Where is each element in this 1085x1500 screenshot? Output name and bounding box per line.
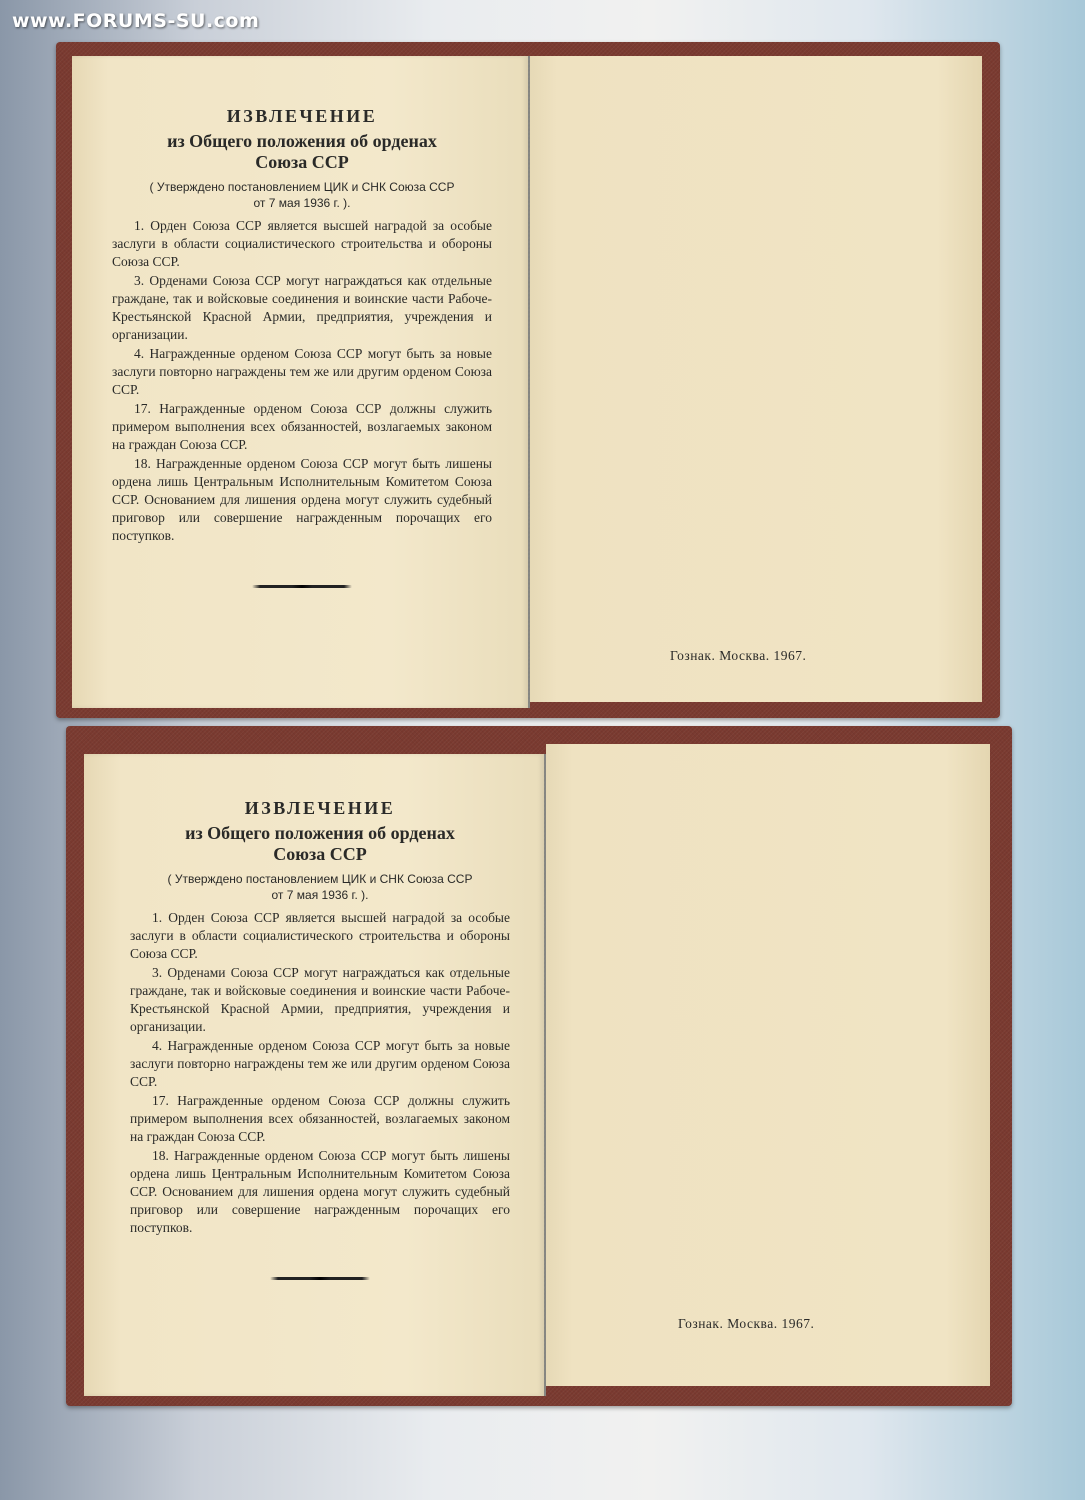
article-paragraph: 1. Орден Союза ССР является высшей наградой за особые заслуги в области социалистического строительства и обороны Союза ССР. xyxy=(130,910,510,961)
page-heading: ИЗВЛЕЧЕНИЕ xyxy=(226,106,378,126)
article-paragraph: 18. Награжденные орденом Союза ССР могут быть лишены ордена лишь Центральным Исполнительным Комитетом Союза ССР. Основанием для лишения ордена могут служить судебный приговор или совершение награжденным порочащих его поступков. xyxy=(112,456,492,543)
printer-imprint: Гознак. Москва. 1967. xyxy=(670,648,807,663)
subheading-line: Союза ССР xyxy=(255,152,349,172)
article-paragraph: 4. Награжденные орденом Союза ССР могут быть за новые заслуги повторно награждены тем же или другим орденом Союза ССР. xyxy=(112,346,492,397)
page-heading: ИЗВЛЕЧЕНИЕ xyxy=(244,798,396,818)
approval-line: от 7 мая 1936 г. ). xyxy=(253,196,351,210)
page-subheading xyxy=(112,131,492,173)
article-paragraph: 18. Награжденные орденом Союза ССР могут быть лишены ордена лишь Центральным Исполнительным Комитетом Союза ССР. Основанием для лишения ордена могут служить судебный приговор или совершение награжденным порочащих его поступков. xyxy=(130,1148,510,1235)
page-subheading xyxy=(130,823,510,865)
booklet-top xyxy=(56,42,1000,718)
ornament-divider xyxy=(252,585,352,588)
approval-line: ( Утверждено постановлением ЦИК и СНК Союза ССР xyxy=(149,180,455,194)
subheading-line: Союза ССР xyxy=(273,844,367,864)
left-page xyxy=(84,754,544,1396)
subheading-line: из Общего положения об орденах xyxy=(185,823,455,843)
ornament-divider xyxy=(270,1277,370,1280)
booklet-bottom xyxy=(66,726,1012,1406)
extract-text-block xyxy=(130,798,510,1280)
approval-note xyxy=(130,871,510,903)
article-paragraph: 4. Награжденные орденом Союза ССР могут быть за новые заслуги повторно награждены тем же или другим орденом Союза ССР. xyxy=(130,1038,510,1089)
approval-note xyxy=(112,179,492,211)
article-paragraph: 17. Награжденные орденом Союза ССР должны служить примером выполнения всех обязанностей, возлагаемых законом на граждан Союза ССР. xyxy=(130,1093,510,1144)
article-paragraph: 3. Орденами Союза ССР могут награждаться как отдельные граждане, так и войсковые соединения и воинские части Рабоче-Крестьянской Красной Армии, предприятия, учреждения и организации. xyxy=(130,965,510,1034)
right-page xyxy=(530,56,982,702)
printer-imprint: Гознак. Москва. 1967. xyxy=(678,1316,815,1331)
article-paragraph: 17. Награжденные орденом Союза ССР должны служить примером выполнения всех обязанностей, возлагаемых законом на граждан Союза ССР. xyxy=(112,401,492,452)
article-paragraph: 1. Орден Союза ССР является высшей наградой за особые заслуги в области социалистического строительства и обороны Союза ССР. xyxy=(112,218,492,269)
extract-text-block xyxy=(112,106,492,588)
approval-line: от 7 мая 1936 г. ). xyxy=(271,888,369,902)
subheading-line: из Общего положения об орденах xyxy=(167,131,437,151)
approval-line: ( Утверждено постановлением ЦИК и СНК Союза ССР xyxy=(167,872,473,886)
right-page xyxy=(546,744,990,1386)
article-paragraph: 3. Орденами Союза ССР могут награждаться как отдельные граждане, так и войсковые соединения и воинские части Рабоче-Крестьянской Красной Армии, предприятия, учреждения и организации. xyxy=(112,273,492,342)
watermark-text: www.FORUMS-SU.com xyxy=(12,10,260,32)
left-page xyxy=(72,56,528,708)
